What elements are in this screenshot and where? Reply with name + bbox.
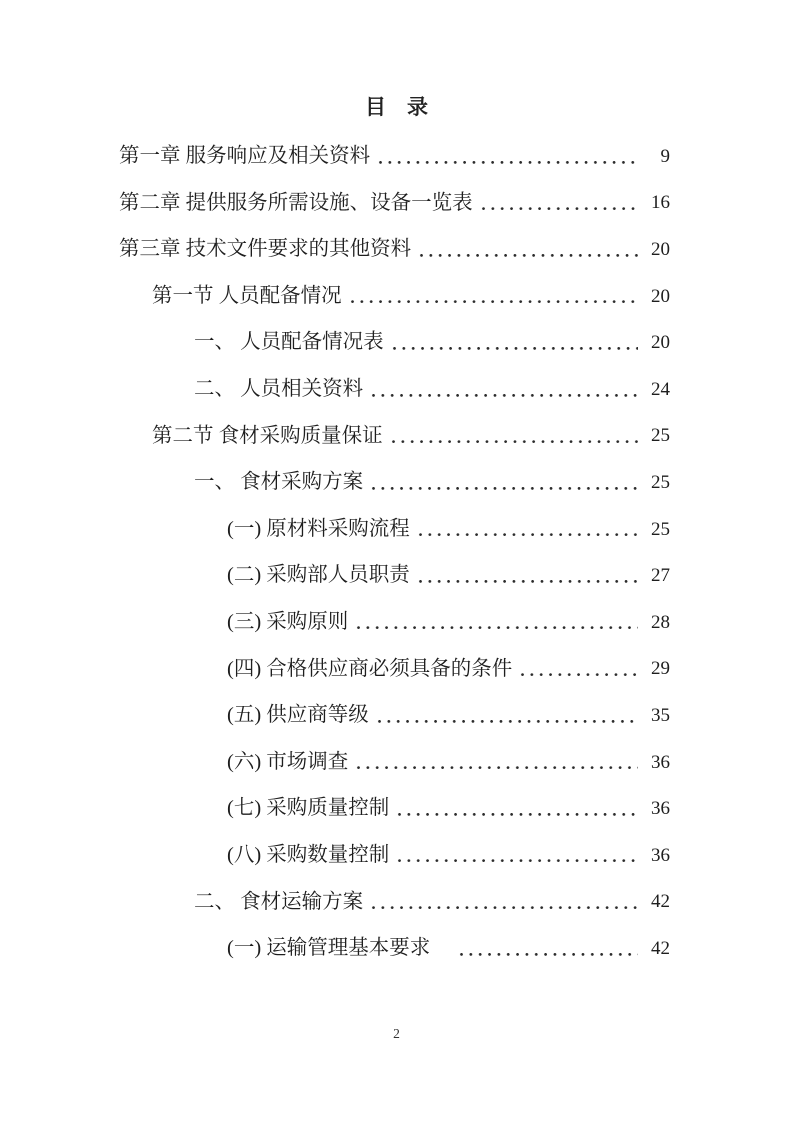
toc-entry-page-number: 29: [651, 658, 670, 680]
toc-entry[interactable]: [0, 739, 793, 786]
toc-entry-page-number: 20: [651, 285, 670, 307]
dot-leader: [395, 845, 638, 866]
toc-entry[interactable]: [0, 133, 793, 180]
toc-entry-label: (一) 运输管理基本要求: [227, 937, 451, 960]
toc-entry-label: 一、 人员配备情况表: [194, 331, 384, 354]
toc-entry-page-number: 28: [651, 611, 670, 633]
toc-entry-label: (一) 原材料采购流程: [227, 517, 410, 540]
toc-entry-page-number: 24: [651, 378, 670, 400]
toc-entry-label: 第一节 人员配备情况: [152, 284, 342, 307]
toc-entry-label: 第二节 食材采购质量保证: [152, 424, 383, 447]
toc-entry-label: 第三章 技术文件要求的其他资料: [119, 238, 412, 261]
toc-entry-page-number: 42: [651, 891, 670, 913]
dot-leader: [389, 426, 638, 447]
toc-entry-page-number: 20: [651, 332, 670, 354]
toc-entry-page-number: 35: [651, 704, 670, 726]
dot-leader: [416, 565, 638, 586]
dot-leader: [354, 752, 638, 773]
toc-entry[interactable]: [0, 459, 793, 506]
toc-entry-page-number: 42: [651, 937, 670, 959]
toc-entry[interactable]: [0, 226, 793, 273]
toc-entry-page-number: 25: [651, 425, 670, 447]
toc-entry-label: 第一章 服务响应及相关资料: [119, 145, 371, 168]
toc-entry-label: 二、 人员相关资料: [194, 378, 364, 401]
dot-leader: [376, 146, 638, 167]
toc-entry-label: (六) 市场调查: [227, 750, 349, 773]
dot-leader: [518, 659, 638, 680]
toc-entry[interactable]: [0, 273, 793, 320]
toc-entry-page-number: 27: [651, 565, 670, 587]
dot-leader: [417, 239, 638, 260]
toc-entry-label: 一、 食材采购方案: [194, 471, 364, 494]
toc-entry[interactable]: [0, 646, 793, 693]
page-number: 2: [393, 1026, 400, 1041]
toc-entry[interactable]: [0, 506, 793, 553]
toc-entry-page-number: 36: [651, 751, 670, 773]
toc-entry-label: (八) 采购数量控制: [227, 843, 390, 866]
toc-entry[interactable]: [0, 413, 793, 460]
toc-entry[interactable]: [0, 692, 793, 739]
dot-leader: [457, 938, 638, 959]
dot-leader: [390, 332, 638, 353]
toc-entry-page-number: 25: [651, 518, 670, 540]
toc-entry-page-number: 9: [660, 145, 670, 167]
toc-entry-label: (四) 合格供应商必须具备的条件: [227, 657, 513, 680]
dot-leader: [416, 519, 638, 540]
dot-leader: [375, 705, 638, 726]
dot-leader: [369, 379, 638, 400]
toc-entry-label: 二、 食材运输方案: [194, 890, 364, 913]
toc-entry-label: (二) 采购部人员职责: [227, 564, 410, 587]
toc-entry[interactable]: [0, 832, 793, 879]
toc-entry-page-number: 36: [651, 844, 670, 866]
toc-entry-label: (三) 采购原则: [227, 610, 349, 633]
toc-entry[interactable]: [0, 366, 793, 413]
toc-entry-label: (五) 供应商等级: [227, 704, 369, 727]
dot-leader: [369, 892, 638, 913]
dot-leader: [369, 472, 638, 493]
toc-entry[interactable]: [0, 319, 793, 366]
dot-leader: [348, 286, 638, 307]
toc-entry[interactable]: [0, 599, 793, 646]
toc-entry[interactable]: [0, 552, 793, 599]
toc-entry-label: (七) 采购质量控制: [227, 797, 390, 820]
document-title: 目 录: [365, 95, 428, 119]
toc-entry-page-number: 25: [651, 471, 670, 493]
dot-leader: [354, 612, 638, 633]
toc-entry-page-number: 20: [651, 238, 670, 260]
toc-entry-page-number: 36: [651, 798, 670, 820]
toc-entry[interactable]: [0, 785, 793, 832]
dot-leader: [479, 193, 638, 214]
toc-entry[interactable]: [0, 925, 793, 972]
dot-leader: [395, 798, 638, 819]
toc-list: [0, 133, 793, 972]
toc-entry-page-number: 16: [651, 192, 670, 214]
toc-entry-label: 第二章 提供服务所需设施、设备一览表: [119, 191, 473, 214]
toc-entry[interactable]: [0, 879, 793, 926]
toc-entry[interactable]: [0, 180, 793, 227]
